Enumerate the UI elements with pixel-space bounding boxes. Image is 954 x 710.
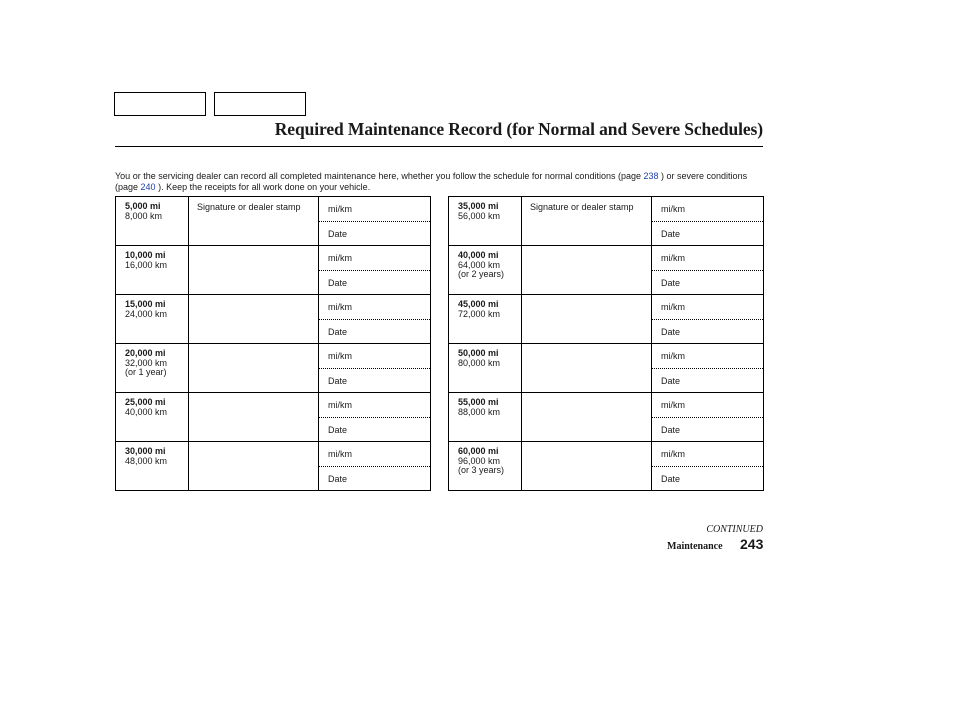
interval-miles: 35,000 mi [458, 201, 499, 211]
signature-field[interactable] [189, 442, 319, 491]
interval-km: 96,000 km [458, 455, 501, 466]
table-row [116, 393, 431, 418]
table-row [116, 246, 431, 271]
interval-cell [116, 197, 189, 246]
interval-miles: 5,000 mi [125, 201, 161, 211]
interval-km: 24,000 km [125, 308, 168, 319]
intro-paragraph [115, 171, 765, 192]
mileage-field[interactable] [319, 344, 431, 369]
mileage-field[interactable] [652, 344, 764, 369]
mileage-field[interactable] [652, 246, 764, 271]
date-field[interactable] [319, 418, 431, 442]
mileage-label: mi/km [661, 253, 685, 263]
table-row [449, 344, 764, 369]
date-field[interactable] [319, 369, 431, 393]
mileage-label: mi/km [661, 204, 685, 214]
page-number: 243 [740, 536, 764, 552]
mileage-label: mi/km [328, 302, 352, 312]
date-field[interactable] [652, 418, 764, 442]
mileage-label: mi/km [661, 351, 685, 361]
mileage-label: mi/km [328, 351, 352, 361]
interval-note: (or 1 year) [125, 367, 167, 377]
mileage-label: mi/km [661, 400, 685, 410]
date-label: Date [661, 327, 681, 337]
nav-button-1[interactable] [114, 92, 206, 116]
interval-note: (or 2 years) [458, 269, 505, 279]
signature-field[interactable] [522, 197, 652, 246]
interval-cell [116, 393, 189, 442]
interval-cell [116, 344, 189, 393]
interval-km: 16,000 km [125, 259, 168, 270]
date-field[interactable] [652, 271, 764, 295]
interval-km: 64,000 km [458, 259, 501, 270]
section-name: Maintenance [667, 541, 723, 552]
interval-miles: 30,000 mi [125, 446, 166, 456]
mileage-label: mi/km [328, 204, 352, 214]
date-label: Date [661, 474, 681, 484]
interval-cell [116, 442, 189, 491]
interval-miles: 50,000 mi [458, 348, 499, 358]
mileage-field[interactable] [652, 295, 764, 320]
interval-miles: 25,000 mi [125, 397, 166, 407]
interval-km: 56,000 km [458, 210, 501, 221]
date-label: Date [661, 425, 681, 435]
interval-cell [449, 393, 522, 442]
date-label: Date [328, 327, 348, 337]
signature-field[interactable] [189, 197, 319, 246]
mileage-label: mi/km [661, 449, 685, 459]
signature-field[interactable] [522, 393, 652, 442]
mileage-label: mi/km [661, 302, 685, 312]
table-row [116, 295, 431, 320]
mileage-field[interactable] [319, 393, 431, 418]
interval-cell [449, 344, 522, 393]
mileage-field[interactable] [652, 197, 764, 222]
table-row [116, 344, 431, 369]
nav-button-2[interactable] [214, 92, 306, 116]
date-field[interactable] [319, 271, 431, 295]
signature-field[interactable] [522, 344, 652, 393]
table-row [449, 442, 764, 467]
mileage-field[interactable] [319, 246, 431, 271]
table-row [116, 442, 431, 467]
interval-km: 48,000 km [125, 455, 168, 466]
date-label: Date [328, 474, 348, 484]
severe-schedule-page-link[interactable]: 240 [140, 181, 156, 192]
continued-label: CONTINUED [706, 524, 763, 535]
date-field[interactable] [652, 369, 764, 393]
intro-text-1: You or the servicing dealer can record all completed maintenance here, whether you follow the schedule for normal conditions (page [115, 171, 641, 181]
mileage-field[interactable] [652, 393, 764, 418]
interval-miles: 55,000 mi [458, 397, 499, 407]
date-field[interactable] [652, 320, 764, 344]
mileage-field[interactable] [652, 442, 764, 467]
mileage-label: mi/km [328, 400, 352, 410]
mileage-label: mi/km [328, 253, 352, 263]
date-label: Date [328, 229, 348, 239]
interval-miles: 15,000 mi [125, 299, 166, 309]
interval-km: 32,000 km [125, 357, 168, 368]
interval-cell [449, 246, 522, 295]
signature-field[interactable] [189, 344, 319, 393]
signature-field[interactable] [189, 246, 319, 295]
page-title: Required Maintenance Record (for Normal and Severe Schedules) [274, 119, 763, 139]
interval-km: 80,000 km [458, 357, 501, 368]
mileage-field[interactable] [319, 197, 431, 222]
date-label: Date [661, 376, 681, 386]
signature-field[interactable] [189, 295, 319, 344]
interval-cell [449, 442, 522, 491]
table-row [449, 295, 764, 320]
date-field[interactable] [319, 222, 431, 246]
table-row [449, 246, 764, 271]
signature-field[interactable] [522, 295, 652, 344]
intro-text-2: ) or severe conditions (page [115, 171, 748, 192]
signature-field[interactable] [522, 442, 652, 491]
table-row [116, 197, 431, 222]
intro-text-3: ). Keep the receipts for all work done on your vehicle. [155, 181, 371, 192]
date-label: Date [328, 425, 348, 435]
maintenance-record-table-left [115, 196, 431, 491]
signature-field[interactable] [522, 246, 652, 295]
interval-note: (or 3 years) [458, 465, 505, 475]
date-label: Date [328, 278, 348, 288]
date-field[interactable] [652, 222, 764, 246]
maintenance-record-table-right [448, 196, 764, 491]
date-field[interactable] [652, 467, 764, 491]
date-field[interactable] [319, 467, 431, 491]
signature-label: Signature or dealer stamp [197, 202, 301, 212]
signature-label: Signature or dealer stamp [530, 202, 634, 212]
interval-miles: 45,000 mi [458, 299, 499, 309]
signature-field[interactable] [189, 393, 319, 442]
interval-miles: 10,000 mi [125, 250, 166, 260]
date-label: Date [661, 278, 681, 288]
title-divider [115, 146, 763, 147]
date-field[interactable] [319, 320, 431, 344]
mileage-field[interactable] [319, 295, 431, 320]
interval-km: 40,000 km [125, 406, 168, 417]
interval-miles: 60,000 mi [458, 446, 499, 456]
interval-cell [449, 295, 522, 344]
mileage-field[interactable] [319, 442, 431, 467]
table-row [449, 197, 764, 222]
interval-km: 72,000 km [458, 308, 501, 319]
date-label: Date [328, 376, 348, 386]
table-row [449, 393, 764, 418]
interval-miles: 20,000 mi [125, 348, 166, 358]
interval-km: 88,000 km [458, 406, 501, 417]
normal-schedule-page-link[interactable]: 238 [643, 171, 659, 181]
interval-cell [449, 197, 522, 246]
interval-km: 8,000 km [125, 210, 163, 221]
interval-cell [116, 295, 189, 344]
interval-cell [116, 246, 189, 295]
mileage-label: mi/km [328, 449, 352, 459]
date-label: Date [661, 229, 681, 239]
interval-miles: 40,000 mi [458, 250, 499, 260]
